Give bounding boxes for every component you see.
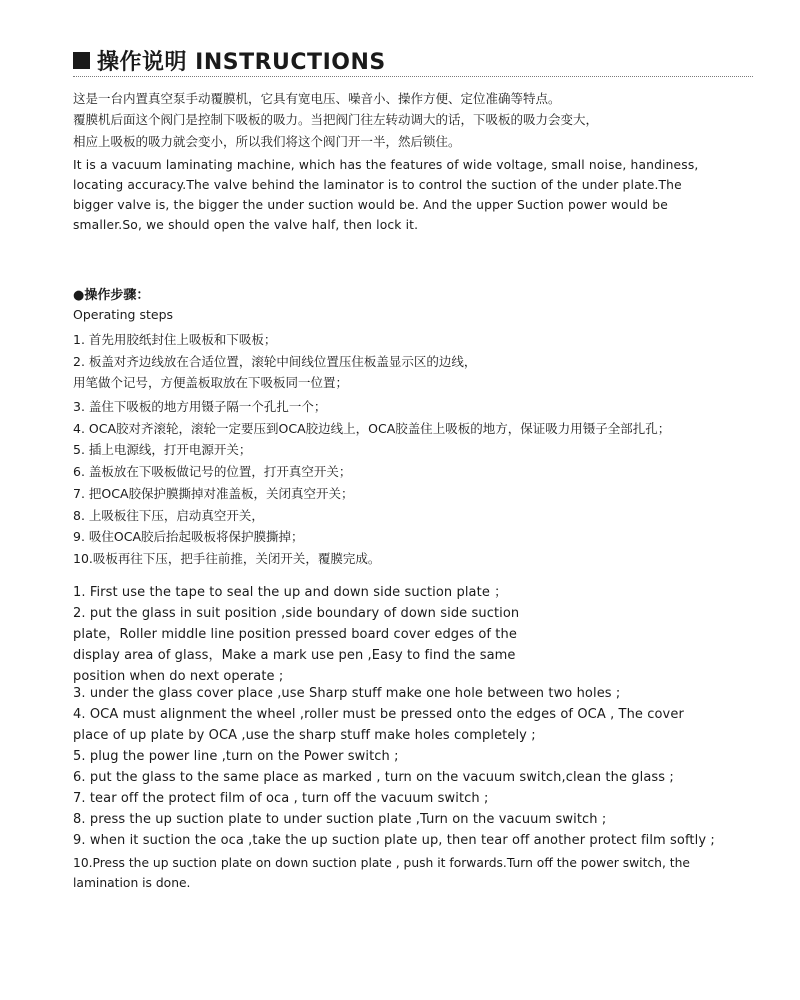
step-en-line: 5. plug the power line ,turn on the Power switch ; bbox=[73, 749, 399, 764]
step-en-line: 9. when it suction the oca ,take the up suction plate up, then tear off another protect film softly ; bbox=[73, 833, 715, 848]
step-en-line: 1. First use the tape to seal the up and down side suction plate ； bbox=[73, 585, 508, 600]
step-en-line: 8. press the up suction plate to under suction plate ,Turn on the vacuum switch ; bbox=[73, 812, 607, 827]
step-cn-line: 6. 盖板放在下吸板做记号的位置，打开真空开关； bbox=[73, 464, 352, 479]
page-title: 操作说明 INSTRUCTIONS bbox=[97, 49, 386, 75]
intro-en-line: locating accuracy.The valve behind the laminator is to control the suction of the under plate.The bbox=[73, 178, 682, 192]
step-en-line: 10.Press the up suction plate on down suction plate , push it forwards.Turn off the power switch, the bbox=[73, 856, 690, 870]
title-divider bbox=[73, 76, 753, 77]
step-en-line: 3. under the glass cover place ,use Sharp stuff make one hole between two holes ; bbox=[73, 686, 621, 701]
steps-subheading: Operating steps bbox=[73, 307, 174, 322]
intro-en-line: It is a vacuum laminating machine, which has the features of wide voltage, small noise, handiness, bbox=[73, 158, 699, 172]
step-cn-line: 10.吸板再往下压，把手往前推，关闭开关，覆膜完成。 bbox=[73, 551, 381, 566]
step-en-line: position when do next operate ; bbox=[73, 669, 284, 684]
step-en-line: 7. tear off the protect film of oca , turn off the vacuum switch ; bbox=[73, 791, 489, 806]
step-en-line: 4. OCA must alignment the wheel ,roller must be pressed onto the edges of OCA , The cover bbox=[73, 707, 684, 722]
step-cn-line: 3. 盖住下吸板的地方用镊子隔一个孔扎一个； bbox=[73, 399, 327, 414]
step-cn-line: 5. 插上电源线，打开电源开关； bbox=[73, 442, 252, 457]
step-cn-line: 1. 首先用胶纸封住上吸板和下吸板； bbox=[73, 332, 277, 347]
step-en-line: 2. put the glass in suit position ,side boundary of down side suction bbox=[73, 606, 520, 621]
step-cn-line: 7. 把OCA胶保护膜撕掉对准盖板，关闭真空开关； bbox=[73, 486, 354, 501]
intro-en-line: bigger valve is, the bigger the under suction would be. And the upper Suction power would be bbox=[73, 198, 668, 212]
step-en-line: display area of glass，Make a mark use pen ,Easy to find the same bbox=[73, 648, 516, 663]
step-cn-line: 4. OCA胶对齐滚轮，滚轮一定要压到OCA胶边线上，OCA胶盖住上吸板的地方，保证吸力用镊子全部扎孔； bbox=[73, 421, 671, 436]
intro-cn-line: 覆膜机后面这个阀门是控制下吸板的吸力。当把阀门往左转动调大的话，下吸板的吸力会变大， bbox=[73, 112, 599, 127]
intro-cn-line: 相应上吸板的吸力就会变小，所以我们将这个阀门开一半，然后锁住。 bbox=[73, 134, 461, 149]
step-cn-line: 2. 板盖对齐边线放在合适位置，滚轮中间线位置压住板盖显示区的边线， bbox=[73, 354, 477, 369]
step-cn-line: 用笔做个记号，方便盖板取放在下吸板同一位置； bbox=[73, 375, 349, 390]
intro-en-line: smaller.So, we should open the valve half, then lock it. bbox=[73, 218, 419, 232]
section-header bbox=[73, 44, 386, 76]
steps-heading: ●操作步骤： bbox=[73, 288, 150, 303]
square-bullet-icon bbox=[73, 52, 90, 69]
step-en-line: plate，Roller middle line position pressed board cover edges of the bbox=[73, 627, 517, 642]
step-en-line: 6. put the glass to the same place as marked , turn on the vacuum switch,clean the glass ; bbox=[73, 770, 674, 785]
step-en-line: place of up plate by OCA ,use the sharp stuff make holes completely ; bbox=[73, 728, 536, 743]
intro-cn-line: 这是一台内置真空泵手动覆膜机，它具有宽电压、噪音小、操作方便、定位准确等特点。 bbox=[73, 91, 561, 106]
step-en-line: lamination is done. bbox=[73, 876, 191, 890]
step-cn-line: 9. 吸住OCA胶后抬起吸板将保护膜撕掉； bbox=[73, 529, 304, 544]
step-cn-line: 8. 上吸板往下压，启动真空开关， bbox=[73, 508, 264, 523]
